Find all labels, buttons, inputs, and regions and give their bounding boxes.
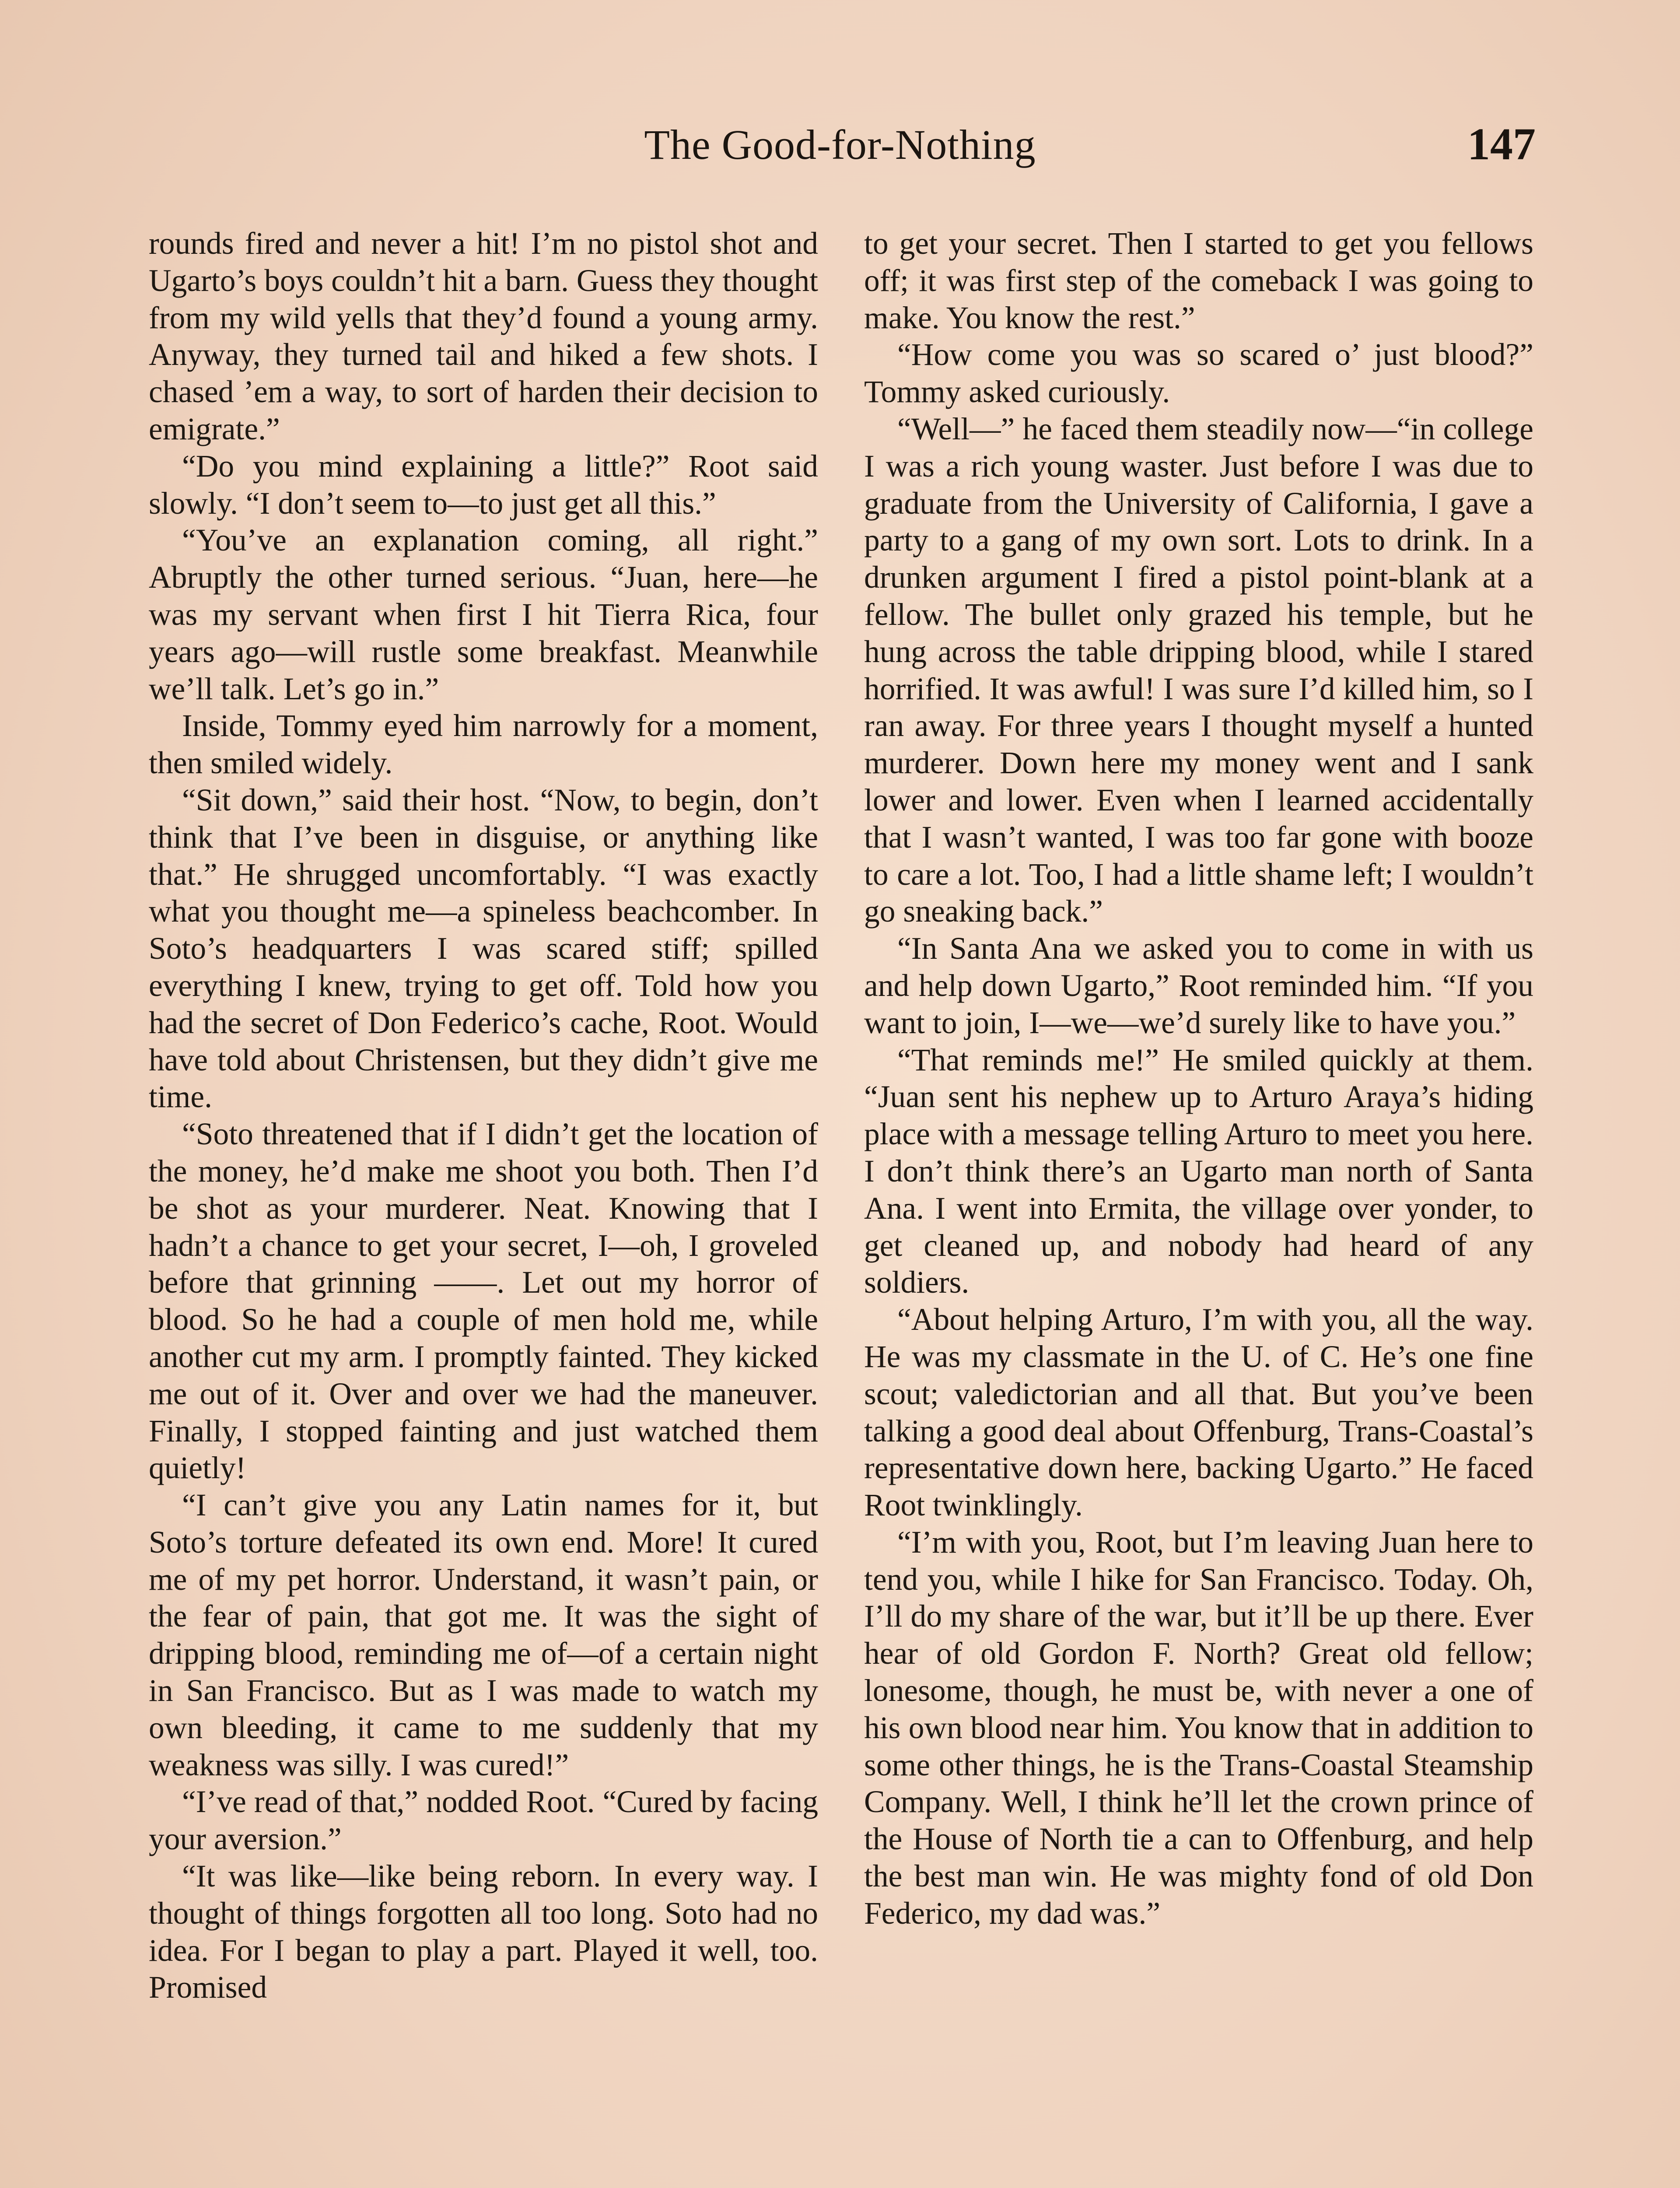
paragraph: “That reminds me!” He smiled quickly at them. “Juan sent his nephew up to Arturo Araya’s hiding place with a message telling Arturo to meet you here. I don’t think there’s an Ugarto man north of Santa Ana. I went into Ermita, the village over yonder, to get cleaned up, and nobody had heard of any soldiers. [864,1042,1533,1300]
paragraph: “You’ve an explanation coming, all right.” Abruptly the other turned serious. “Juan, here—he was my servant when first I hit Tierra Rica, four years ago—will rustle some breakfast. Meanwhile we’ll talk. Let’s go in.” [149,523,818,706]
paragraph: “Soto threatened that if I didn’t get the location of the money, he’d make me shoot you both. Then I’d be shot as your murderer. Neat. Knowing that I hadn’t a chance to get your secret, I—oh, I groveled before that grinning ——. Let out my horror of blood. So he had a couple of men hold me, while another cut my arm. I promptly fainted. They kicked me out of it. Over and over we had the maneuver. Finally, I stopped fainting and just watched them quietly! [149,1117,818,1486]
paragraph: “How come you was so scared o’ just blood?” Tommy asked curiously. [864,337,1533,410]
paragraph: rounds fired and never a hit! I’m no pistol shot and Ugarto’s boys couldn’t hit a barn. Guess they thought from my wild yells that they’d found a young army. Anyway, they turned tail and hiked a few shots. I chased ’em a way, to sort of harden their decision to emigrate.” [149,226,818,446]
paragraph: Inside, Tommy eyed him narrowly for a moment, then smiled widely. [149,708,818,781]
paragraph: “I can’t give you any Latin names for it, but Soto’s torture defeated its own end. More! It cured me of my pet horror. Understand, it wasn’t pain, or the fear of pain, that got me. It was the sight of dripping blood, reminding me of—of a certain night in San Francisco. But as I was made to watch my own bleeding, it came to me suddenly that my weakness was silly. I was cured!” [149,1488,818,1782]
paragraph: “Sit down,” said their host. “Now, to begin, don’t think that I’ve been in disguise, or anything like that.” He shrugged uncomfortably. “I was exactly what you thought me—a spineless beachcomber. In Soto’s headquarters I was scared stiff; spilled everything I knew, trying to get off. Told how you had the secret of Don Federico’s cache, Root. Would have told about Christensen, but they didn’t give me time. [149,782,818,1115]
paragraph: “About helping Arturo, I’m with you, all the way. He was my classmate in the U. of C. He’s one fine scout; valedictorian and all that. But you’ve been talking a good deal about Offenburg, Trans-Coastal’s representative down here, backing Ugarto.” He faced Root twinklingly. [864,1302,1533,1523]
paragraph: “Well—” he faced them steadily now—“in college I was a rich young waster. Just before I was due to graduate from the University of California, I gave a party to a gang of my own sort. Lots to drink. In a drunken argument I fired a pistol point-blank at a fellow. The bullet only grazed his temple, but he hung across the table dripping blood, while I stared horrified. It was awful! I was sure I’d killed him, so I ran away. For three years I thought myself a hunted murderer. Down here my money went and I sank lower and lower. Even when I learned accidentally that I wasn’t wanted, I was too far gone with booze to care a lot. Too, I had a little shame left; I wouldn’t go sneaking back.” [864,411,1533,929]
running-title: The Good-for-Nothing [644,121,1036,168]
right-column [864,225,1533,1932]
paragraph: “I’ve read of that,” nodded Root. “Cured by facing your aversion.” [149,1785,818,1857]
paragraph: “I’m with you, Root, but I’m leaving Juan here to tend you, while I hike for San Francisco. Today. Oh, I’ll do my share of the war, but it’ll be up there. Ever hear of old Gordon F. North? Great old fellow; lonesome, though, he must be, with never a one of his own blood near him. You know that in addition to some other things, he is the Trans-Coastal Steamship Company. Well, I think he’ll let the crown prince of the House of North tie a can to Offenburg, and help the best man win. He was mighty fond of old Don Federico, my dad was.” [864,1525,1533,1931]
paragraph: “Do you mind explaining a little?” Root said slowly. “I don’t seem to—to just get all this.” [149,449,818,521]
page-number: 147 [1467,119,1536,169]
paragraph: “It was like—like being reborn. In every way. I thought of things forgotten all too long. Soto had no idea. For I began to play a part. Played it well, too. Promised [149,1859,818,2005]
paragraph: to get your secret. Then I started to get you fellows off; it was first step of the comeback I was going to make. You know the rest.” [864,226,1533,335]
paragraph: “In Santa Ana we asked you to come in with us and help down Ugarto,” Root reminded him. “If you want to join, I—we—we’d surely like to have you.” [864,931,1533,1040]
left-column [149,225,818,2006]
